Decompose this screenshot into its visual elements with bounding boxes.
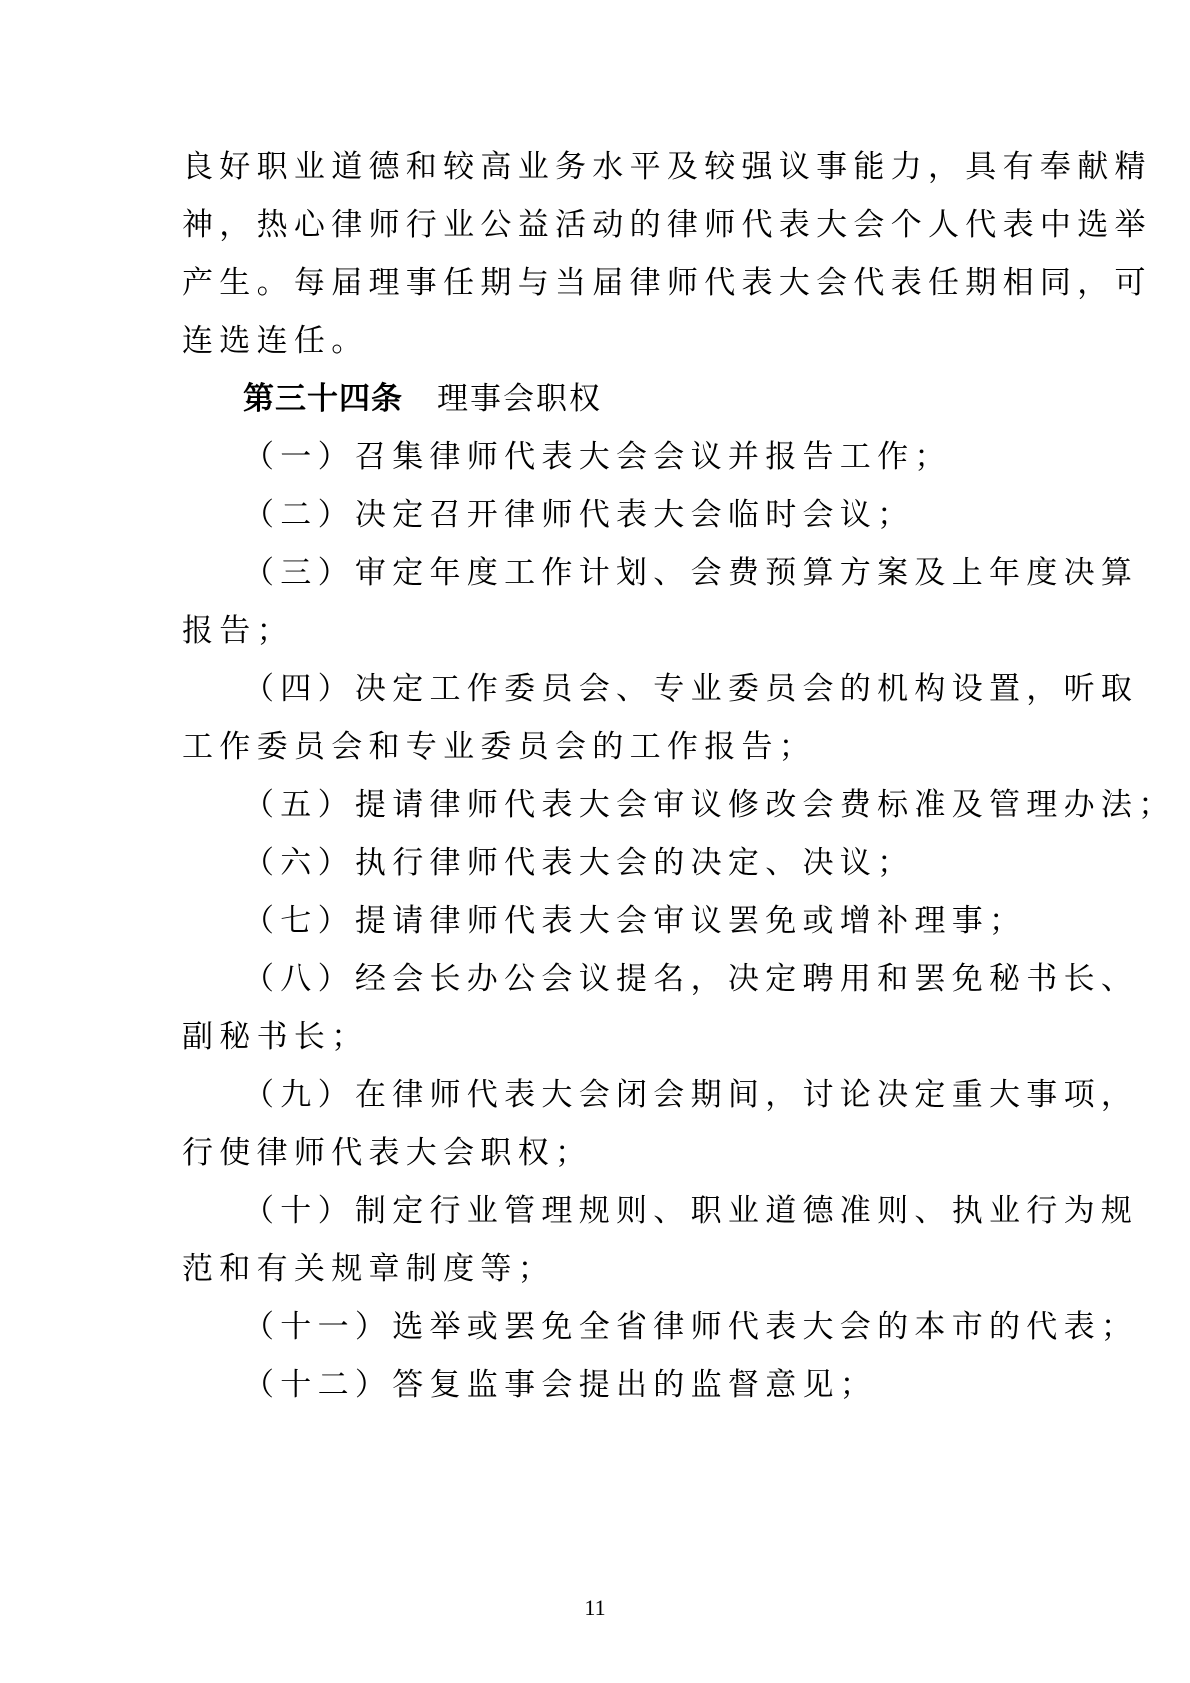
list-item: （十）制定行业管理规则、职业道德准则、执业行为规 bbox=[243, 1193, 1139, 1229]
list-item: （二）决定召开律师代表大会临时会议； bbox=[243, 497, 915, 533]
list-item: （四）决定工作委员会、专业委员会的机构设置，听取 bbox=[243, 671, 1139, 707]
list-item: （三）审定年度工作计划、会费预算方案及上年度决算 bbox=[243, 555, 1139, 591]
list-item: （六）执行律师代表大会的决定、决议； bbox=[243, 845, 915, 881]
list-item: （九）在律师代表大会闭会期间，讨论决定重大事项， bbox=[243, 1077, 1139, 1113]
list-item-continuation: 行使律师代表大会职权； bbox=[182, 1135, 593, 1171]
list-item-continuation: 范和有关规章制度等； bbox=[182, 1251, 555, 1287]
article-number: 第三十四条 bbox=[243, 381, 403, 417]
list-item: （一）召集律师代表大会会议并报告工作； bbox=[243, 439, 952, 475]
list-item-continuation: 报告； bbox=[182, 613, 294, 649]
list-item: （十一）选举或罢免全省律师代表大会的本市的代表； bbox=[243, 1309, 1139, 1345]
list-item: （十二）答复监事会提出的监督意见； bbox=[243, 1367, 878, 1403]
article-heading bbox=[243, 379, 602, 419]
article-title: 理事会职权 bbox=[437, 381, 602, 417]
list-item-continuation: 副秘书长； bbox=[182, 1019, 369, 1055]
list-item-continuation: 工作委员会和专业委员会的工作报告； bbox=[182, 729, 817, 765]
list-item: （五）提请律师代表大会审议修改会费标准及管理办法； bbox=[243, 787, 1176, 823]
body-text-line: 神，热心律师行业公益活动的律师代表大会个人代表中选举 bbox=[182, 207, 1152, 243]
body-text-line: 良好职业道德和较高业务水平及较强议事能力，具有奉献精 bbox=[182, 149, 1152, 185]
list-item: （八）经会长办公会议提名，决定聘用和罢免秘书长、 bbox=[243, 961, 1139, 997]
page-number: 11 bbox=[584, 1595, 606, 1620]
body-text-line: 产生。每届理事任期与当届律师代表大会代表任期相同，可 bbox=[182, 265, 1152, 301]
list-item: （七）提请律师代表大会审议罢免或增补理事； bbox=[243, 903, 1027, 939]
body-text-line: 连选连任。 bbox=[182, 323, 369, 359]
